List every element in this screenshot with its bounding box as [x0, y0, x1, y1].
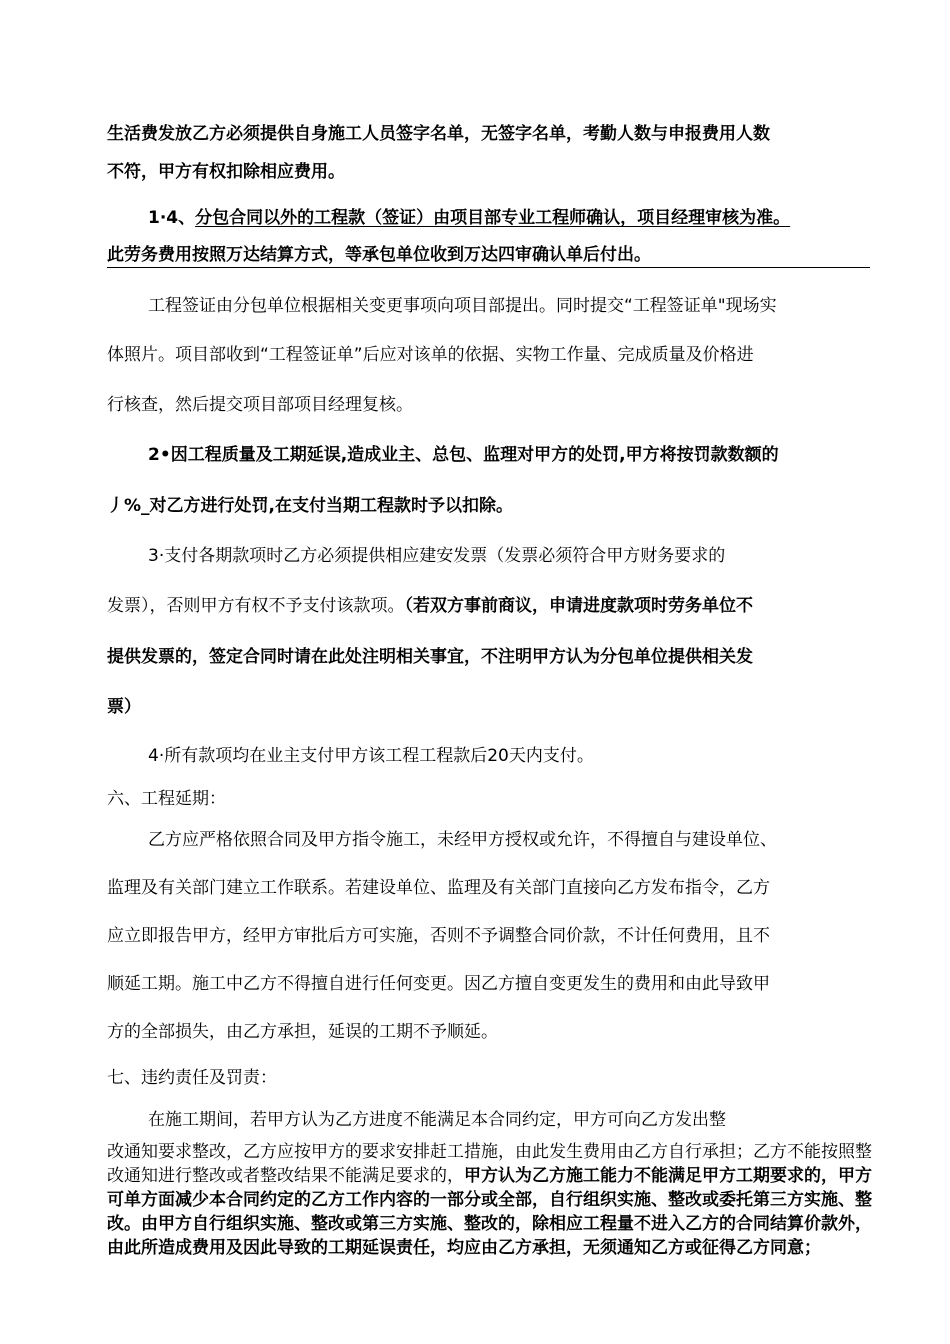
p4-line1: 2•因工程质量及工期延误,造成业主、总包、监理对甲方的处罚,甲方将按罚款数额的: [148, 445, 779, 465]
p5-line2-bold: （若双方事前商议，申请进度款项时劳务单位不: [404, 596, 753, 616]
p3-line1: 工程签证由分包单位根据相关变更事项向项目部提出。同时提交“工程签证单"现场实: [148, 296, 777, 316]
p5-line4: 票）: [107, 697, 141, 717]
item-number: 1·4、: [148, 208, 196, 228]
section6-line3: 应立即报告甲方，经甲方审批后方可实施，否则不予调整合同价款，不计任何费用，且不: [107, 926, 770, 946]
section6-heading: 六、工程延期：: [107, 789, 226, 809]
p5-line2-normal: 发票），否则甲方有权不予支付该款项。: [107, 596, 405, 616]
p4-line2: 丿%_对乙方进行处罚,在支付当期工程款时予以扣除。: [107, 496, 513, 516]
p5-line3: 提供发票的，签定合同时请在此处注明相关事宜，不注明甲方认为分包单位提供相关发: [107, 647, 753, 667]
section6-line1: 乙方应严格依照合同及甲方指令施工，未经甲方授权或允许，不得擅自与建设单位、: [148, 830, 777, 850]
section6-line4: 顺延工期。施工中乙方不得擅自进行任何变更。因乙方擅自变更发生的费用和由此导致甲: [107, 974, 770, 994]
p3-line3: 行核查，然后提交项目部项目经理复核。: [107, 395, 413, 415]
section6-line5: 方的全部损失，由乙方承担，延误的工期不予顺延。: [107, 1022, 498, 1042]
p3-line2: 体照片。项目部收到“工程签证单”后应对该单的依据、实物工作量、完成质量及价格进: [107, 345, 754, 365]
p2-line2: 此劳务费用按照万达结算方式，等承包单位收到万达四审确认单后付出。: [107, 245, 651, 265]
p1-line2: 不符，甲方有权扣除相应费用。: [107, 162, 345, 182]
section7-dense-normal: 改通知要求整改，乙方应按甲方的要求安排赶工措施，由此发生费用由乙方自行承担；乙方不能按照整改通知进行整改或者整改结果不能满足要求的，: [107, 1142, 872, 1186]
section6-line2: 监理及有关部门建立工作联系。若建设单位、监理及有关部门直接向乙方发布指令，乙方: [107, 878, 770, 898]
p2-line1: [148, 206, 790, 230]
horizontal-rule: [107, 267, 870, 268]
section7-line1: 在施工期间，若甲方认为乙方进度不能满足本合同约定，甲方可向乙方发出整: [148, 1110, 726, 1130]
p1-line1: 生活费发放乙方必须提供自身施工人员签字名单，无签字名单，考勤人数与申报费用人数: [107, 124, 770, 144]
section7-heading: 七、违约责任及罚责：: [107, 1068, 277, 1088]
p5-line1: 3·支付各期款项时乙方必须提供相应建安发票（发票必须符合甲方财务要求的: [148, 546, 726, 566]
p5-line2: [107, 594, 753, 618]
underlined-clause: 分包合同以外的工程款（签证）由项目部专业工程师确认，项目经理审核为准。: [195, 208, 791, 228]
section7-dense-bold: 甲方认为乙方施工能力不能满足甲方工期要求的，甲方可单方面减少本合同约定的乙方工作内容的一部分或全部，自行组织实施、整改或委托第三方实施、整改。由甲方自行组织实施、整改或第三方实施、整改的，除相应工程量不进入乙方的合同结算价款外，由此所造成费用及因此导致的工期延误责任，均应由乙方承担，无须通知乙方或征得乙方同意；: [107, 1166, 872, 1258]
section7-dense-paragraph: [107, 1140, 872, 1260]
p6-line1: 4·所有款项均在业主支付甲方该工程工程款后20天内支付。: [148, 746, 594, 766]
